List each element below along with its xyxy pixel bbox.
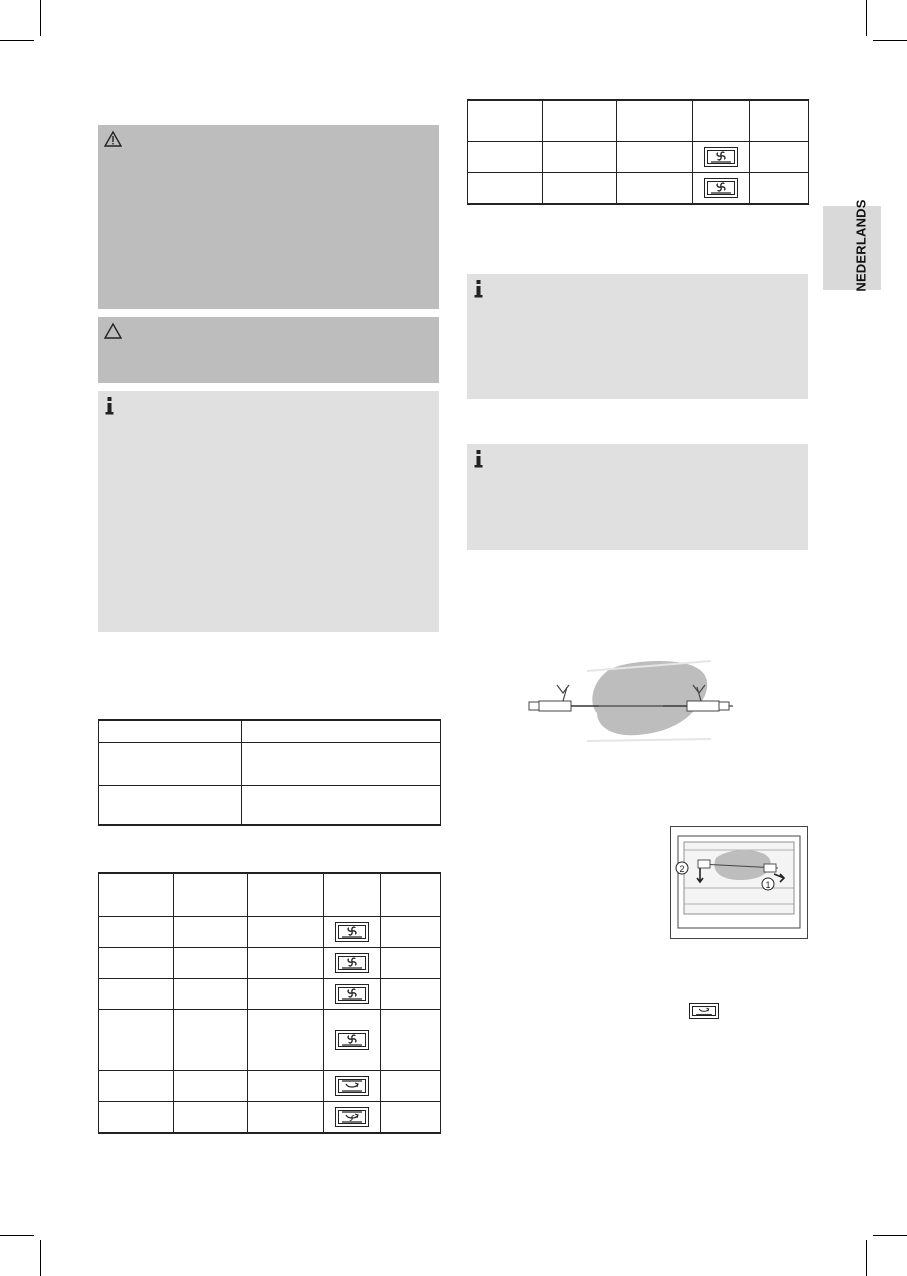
info-box [98,391,439,632]
table-cell [750,100,809,142]
crop-mark [866,1240,867,1276]
info-box [467,274,808,399]
cooking-table-continued [467,99,809,205]
settings-table [98,719,441,826]
table-cell [324,1010,381,1071]
table-cell [381,1010,441,1071]
table-cell [99,917,174,948]
table-row [468,173,809,205]
table-cell [750,142,809,173]
language-tab [823,199,881,292]
table-cell [248,979,324,1010]
table-cell [468,142,543,173]
table-cell [468,173,543,205]
table-cell [242,720,441,742]
fan-heating-icon [704,147,738,167]
crop-mark [0,1235,34,1236]
caution-box [98,317,439,383]
rotisserie-fan-icon [335,1107,369,1127]
info-icon [473,450,485,468]
table-cell [248,873,324,917]
table-row [99,1010,441,1071]
table-cell [617,173,693,205]
table-cell [381,873,441,917]
info-icon [473,280,485,298]
table-cell [248,1102,324,1134]
table-cell [617,100,693,142]
info-icon [104,397,116,415]
table-cell [324,979,381,1010]
fan-heating-icon [335,1030,369,1050]
fan-heating-icon [335,922,369,942]
table-cell [693,100,750,142]
table-cell [248,917,324,948]
table-row [99,720,441,742]
table-cell [174,873,248,917]
table-row [99,1071,441,1102]
table-row [99,742,441,785]
table-cell [99,979,174,1010]
table-cell [543,100,617,142]
table-cell [381,1071,441,1102]
table-cell [242,785,441,825]
table-cell [324,873,381,917]
table-row [99,948,441,979]
table-cell [324,1071,381,1102]
table-cell [99,873,174,917]
crop-mark [0,40,34,41]
step-number-label: 1 [765,880,771,890]
table-row [99,979,441,1010]
crop-mark [40,0,41,36]
table-cell [99,742,242,785]
rotisserie-icon [689,1003,719,1019]
warning-triangle-icon [104,131,122,147]
rotisserie-icon [335,1076,369,1096]
table-cell [381,1102,441,1134]
table-cell [99,1010,174,1071]
fan-heating-icon [335,953,369,973]
table-cell [242,742,441,785]
table-cell [693,142,750,173]
table-cell [174,1010,248,1071]
caution-triangle-icon [104,323,122,339]
table-cell [99,785,242,825]
table-cell [99,948,174,979]
cooking-table [98,872,441,1134]
table-cell [617,142,693,173]
table-cell [174,979,248,1010]
table-cell [99,1071,174,1102]
table-cell [248,1071,324,1102]
table-row [468,142,809,173]
crop-mark [40,1240,41,1276]
table-cell [174,948,248,979]
table-cell [468,100,543,142]
fan-heating-icon [704,178,738,198]
table-cell [248,948,324,979]
step-number-label: 2 [679,864,685,874]
table-row [99,873,441,917]
table-cell [324,948,381,979]
table-cell [99,1102,174,1134]
table-cell [248,1010,324,1071]
table-cell [324,1102,381,1134]
table-cell [324,917,381,948]
table-cell [381,917,441,948]
table-cell [174,917,248,948]
table-row [468,100,809,142]
table-cell [381,979,441,1010]
table-cell [174,1071,248,1102]
fan-heating-icon [335,984,369,1004]
table-cell [750,173,809,205]
oven-spit-insertion-illustration [670,826,808,939]
crop-mark [873,40,907,41]
language-tab-label: NEDERLANDS [853,199,869,292]
table-cell [543,142,617,173]
warning-box [98,125,439,309]
table-cell [99,720,242,742]
crop-mark [866,0,867,36]
table-cell [543,173,617,205]
table-row [99,785,441,825]
rotisserie-spit-illustration [527,655,739,747]
crop-mark [873,1235,907,1236]
table-cell [381,948,441,979]
table-row [99,917,441,948]
table-cell [174,1102,248,1134]
info-box [467,444,808,550]
table-row [99,1102,441,1134]
table-cell [693,173,750,205]
